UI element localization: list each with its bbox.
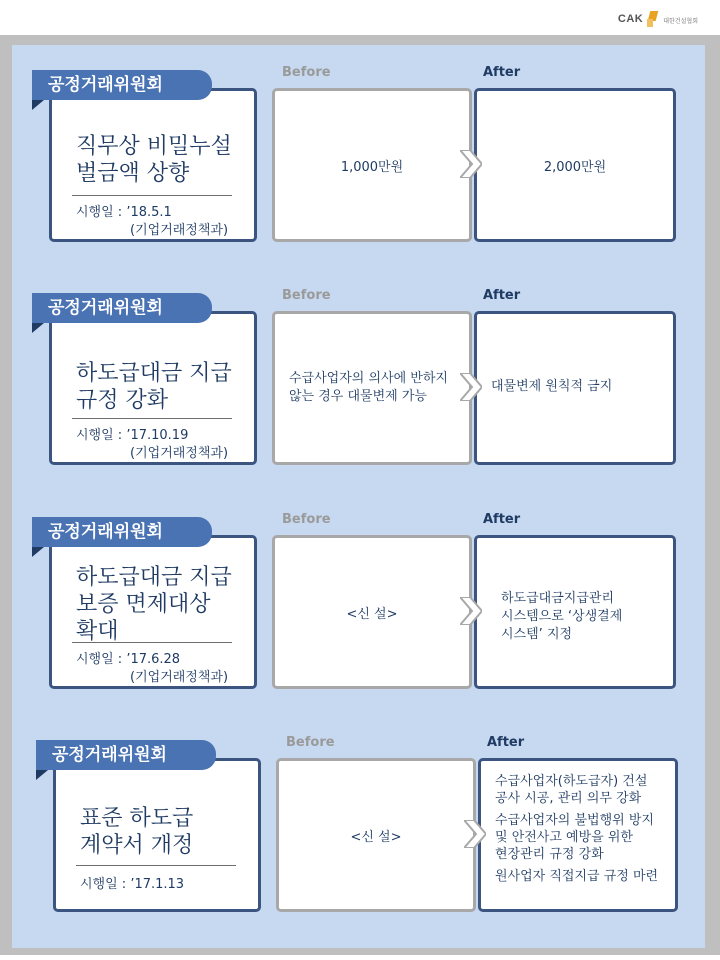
after-box [474,311,676,465]
chevron-right-icon [464,820,486,848]
after-label: After [483,65,521,80]
before-text: 수급사업자의 의사에 반하지 않는 경우 대물변제 가능 [289,371,448,404]
before-label: Before [282,288,331,303]
content-panel [12,45,705,948]
section-title: 표준 하도급 계약서 개정 [80,806,194,858]
after-list [495,773,669,890]
section-payment [12,268,705,461]
after-text: 대물변제 원칙적 금지 [491,379,613,394]
list-item: 수급사업자(하도급자) 건설 공사 시공, 관리 의무 강화 [495,774,648,806]
before-text: <신 설> [346,606,398,622]
effective-date: 시행일 : ’18.5.1 [76,205,172,220]
department: (기업거래정책과) [130,670,229,685]
section-title: 직무상 비밀누설 벌금액 상향 [76,134,232,186]
after-label: After [483,512,521,527]
chevron-right-icon [460,597,482,625]
before-box [272,535,472,689]
department: (기업거래정책과) [130,446,229,461]
after-box [478,758,678,912]
section-title: 하도급대금 지급 보증 면제대상 확대 [76,565,232,644]
title-box [53,758,261,912]
section-ribbon: 공정거래위원회 [32,293,212,323]
effective-date: 시행일 : ’17.10.19 [76,428,189,443]
effective-date: 시행일 : ’17.6.28 [76,652,181,667]
title-box [49,88,257,242]
title-divider [76,865,236,866]
before-box [272,88,472,242]
title-divider [72,642,232,643]
after-box [474,535,676,689]
outer-frame [0,35,720,955]
title-divider [72,418,232,419]
after-text: 하도급대금지급관리 시스템으로 ‘상생결제 시스템’ 지정 [501,591,623,642]
before-text: <신 설> [350,829,402,845]
logo-org: 대한건설협회 [663,18,698,25]
cak-logo [618,8,698,30]
after-label: After [487,735,525,750]
department: (기업거래정책과) [130,223,229,238]
before-text: 1,000만원 [340,159,404,175]
section-ribbon: 공정거래위원회 [32,70,212,100]
section-title: 하도급대금 지급 규정 강화 [76,361,232,413]
chevron-right-icon [460,373,482,401]
effective-date: 시행일 : ’17.1.13 [80,877,185,892]
after-label: After [483,288,521,303]
chevron-right-icon [460,150,482,178]
before-label: Before [286,735,335,750]
before-label: Before [282,65,331,80]
after-text: 2,000만원 [543,159,607,175]
before-label: Before [282,512,331,527]
logo-brand: CAK [617,13,644,25]
section-ribbon: 공정거래위원회 [32,517,212,547]
after-box [474,88,676,242]
section-ribbon: 공정거래위원회 [36,740,216,770]
section-penalty [12,45,705,238]
section-contract [12,715,705,905]
title-divider [72,195,232,196]
before-box [276,758,476,912]
before-box [272,311,472,465]
title-box [49,311,257,465]
title-box [49,535,257,689]
list-item: 수급사업자의 불법행위 방지 및 안전사고 예방을 위한 현장관리 규정 강화 [495,813,654,862]
logo-mark-icon [647,11,659,27]
list-item: 원사업자 직접지급 규정 마련 [495,869,659,884]
section-guarantee [12,492,705,685]
